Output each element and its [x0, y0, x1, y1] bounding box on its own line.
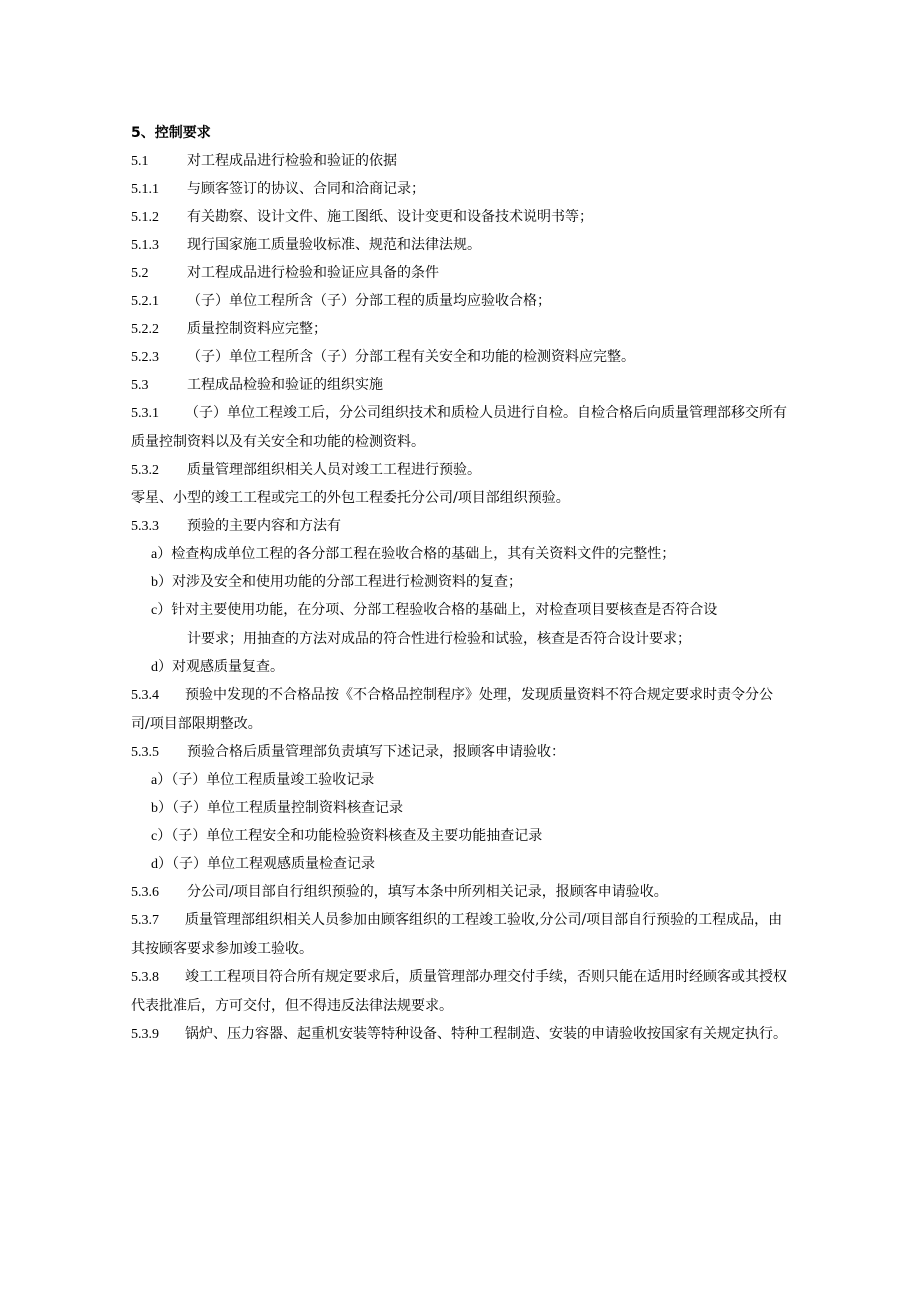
- clause-number: 5.1.2: [131, 210, 159, 225]
- item-text-continued: 计要求；用抽查的方法对成品的符合性进行检验和试验，核查是否符合设计要求；: [187, 631, 691, 647]
- item-mark: b）: [151, 575, 172, 590]
- clause-number: 5.3.8: [131, 970, 159, 985]
- clause-5-3-7: [131, 906, 791, 963]
- clause-number: 5.1.3: [131, 238, 159, 253]
- clause-text: 质量管理部组织相关人员参加由顾客组织的工程竣工验收,分公司/项目部自行预验的工程成品，由其按顾客要求参加竣工验收。: [131, 912, 783, 957]
- clause-number: 5.3.7: [131, 913, 159, 928]
- clause-text: （子）单位工程所含（子）分部工程的质量均应验收合格；: [187, 293, 551, 309]
- clause-5-3: [131, 371, 791, 399]
- section-heading: 5、控制要求: [131, 125, 211, 141]
- clause-text: 预验合格后质量管理部负责填写下述记录，报顾客申请验收：: [187, 744, 565, 760]
- clause-number: 5.3.3: [131, 519, 159, 534]
- item-text: （子）单位工程质量控制资料核查记录: [172, 800, 403, 816]
- clause-5-3-8: [131, 963, 791, 1020]
- clause-text: 对工程成品进行检验和验证应具备的条件: [187, 265, 439, 281]
- item-text: 对涉及安全和使用功能的分部工程进行检测资料的复查；: [172, 574, 522, 590]
- clause-text: 对工程成品进行检验和验证的依据: [187, 153, 397, 169]
- list-item-535-c: [131, 822, 791, 850]
- item-mark: a）: [151, 773, 172, 788]
- list-item-533-c: [131, 596, 791, 653]
- item-text: 针对主要使用功能，在分项、分部工程验收合格的基础上，对检查项目要核查是否符合设: [171, 602, 718, 618]
- item-mark: b）: [151, 801, 172, 816]
- clause-5-3-5: [131, 738, 791, 766]
- clause-5-1-1: [131, 175, 791, 203]
- item-mark: c）: [151, 603, 172, 618]
- item-text: （子）单位工程观感质量检查记录: [172, 856, 375, 872]
- clause-5-3-9: [131, 1020, 791, 1049]
- clause-number: 5.2: [131, 266, 149, 281]
- clause-number: 5.3.5: [131, 745, 159, 760]
- clause-5-1: [131, 147, 791, 175]
- clause-5-2-2: [131, 315, 791, 343]
- clause-number: 5.3.4: [131, 688, 159, 703]
- clause-5-2-3: [131, 343, 791, 371]
- clause-number: 5.2.1: [131, 294, 159, 309]
- clause-number: 5.3.9: [131, 1027, 159, 1042]
- clause-5-3-6: [131, 878, 791, 906]
- clause-5-3-4: [131, 681, 791, 738]
- clause-text: （子）单位工程所含（子）分部工程有关安全和功能的检测资料应完整。: [187, 349, 635, 365]
- clause-text: 分公司/项目部自行组织预验的，填写本条中所列相关记录，报顾客申请验收。: [187, 884, 668, 900]
- clause-number: 5.3.6: [131, 885, 159, 900]
- clause-5-2-1: [131, 287, 791, 315]
- item-mark: d）: [151, 857, 172, 872]
- list-item-535-d: [131, 850, 791, 878]
- item-mark: c）: [151, 829, 172, 844]
- clause-5-1-2: [131, 203, 791, 231]
- item-text: 对观感质量复查。: [172, 659, 284, 675]
- clause-text: 预验中发现的不合格品按《不合格品控制程序》处理，发现质量资料不符合规定要求时责令分公司/项目部限期整改。: [131, 687, 773, 732]
- item-mark: a）: [151, 547, 172, 562]
- clause-number: 5.2.2: [131, 322, 159, 337]
- clause-5-1-3: [131, 231, 791, 259]
- clause-number: 5.3.2: [131, 463, 159, 478]
- clause-text: 与顾客签订的协议、合同和洽商记录；: [187, 181, 425, 197]
- document-body: [131, 119, 791, 1049]
- clause-number: 5.1.1: [131, 182, 159, 197]
- clause-5-2: [131, 259, 791, 287]
- clause-text: 竣工工程项目符合所有规定要求后，质量管理部办理交付手续，否则只能在适用时经顾客或其授权代表批准后，方可交付，但不得违反法律法规要求。: [131, 969, 787, 1014]
- list-item-535-b: [131, 794, 791, 822]
- list-item-533-b: [131, 568, 791, 596]
- clause-number: 5.1: [131, 154, 149, 169]
- list-item-533-d: [131, 653, 791, 681]
- note-5-3-2: 零星、小型的竣工工程或完工的外包工程委托分公司/项目部组织预验。: [131, 490, 570, 506]
- clause-text: 有关勘察、设计文件、施工图纸、设计变更和设备技术说明书等；: [187, 209, 593, 225]
- clause-number: 5.3: [131, 378, 149, 393]
- clause-number: 5.2.3: [131, 350, 159, 365]
- clause-text: （子）单位工程竣工后，分公司组织技术和质检人员进行自检。自检合格后向质量管理部移交所有质量控制资料以及有关安全和功能的检测资料。: [131, 405, 787, 450]
- list-item-533-a: [131, 540, 791, 568]
- clause-5-3-1: [131, 399, 791, 456]
- clause-text: 预验的主要内容和方法有: [187, 518, 341, 534]
- clause-number: 5.3.1: [131, 406, 159, 421]
- clause-text: 现行国家施工质量验收标准、规范和法律法规。: [187, 237, 481, 253]
- clause-text: 工程成品检验和验证的组织实施: [187, 377, 383, 393]
- list-item-535-a: [131, 766, 791, 794]
- clause-text: 锅炉、压力容器、起重机安装等特种设备、特种工程制造、安装的申请验收按国家有关规定执行。: [185, 1026, 787, 1042]
- item-mark: d）: [151, 660, 172, 675]
- clause-5-3-2: [131, 456, 791, 484]
- clause-text: 质量控制资料应完整；: [187, 321, 327, 337]
- item-text: 检查构成单位工程的各分部工程在验收合格的基础上，其有关资料文件的完整性；: [171, 546, 676, 562]
- clause-text: 质量管理部组织相关人员对竣工工程进行预验。: [187, 462, 481, 478]
- clause-5-3-3: [131, 512, 791, 540]
- item-text: （子）单位工程质量竣工验收记录: [171, 772, 375, 788]
- item-text: （子）单位工程安全和功能检验资料核查及主要功能抽查记录: [171, 828, 543, 844]
